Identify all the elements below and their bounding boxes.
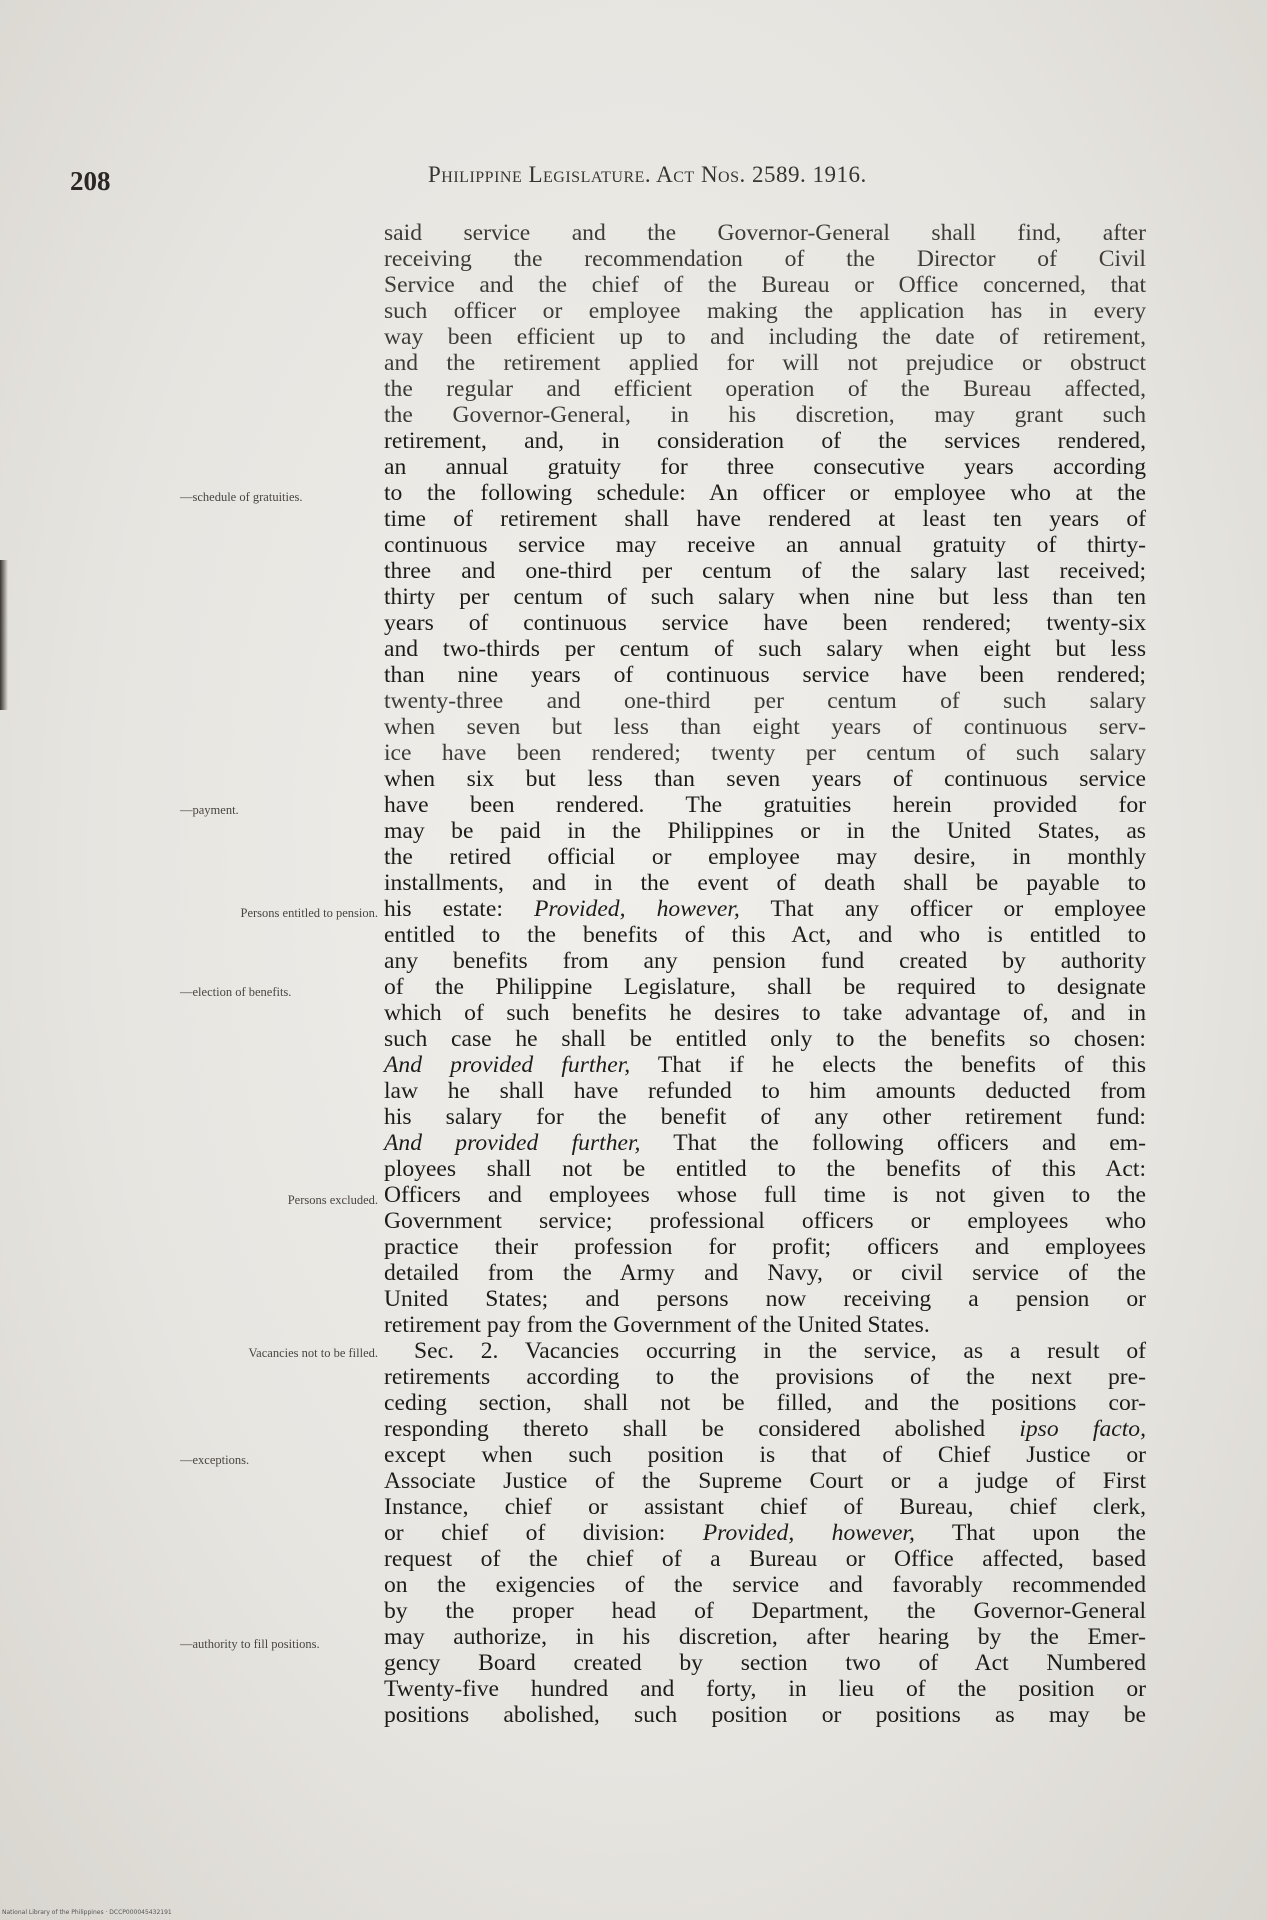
body-line: detailed from the Army and Navy, or civil service of the xyxy=(384,1260,1146,1286)
body-line: by the proper head of Department, the Governor-General xyxy=(384,1598,1146,1624)
scan-edge-shadow xyxy=(0,560,8,710)
body-line: retirement pay from the Government of the United States. xyxy=(384,1312,930,1338)
body-line: Twenty-five hundred and forty, in lieu of the position or xyxy=(384,1676,1146,1702)
margin-note-persons-entitled: Persons entitled to pension. xyxy=(240,906,378,920)
body-line: thirty per centum of such salary when nine but less than ten xyxy=(384,584,1146,610)
body-line: the retired official or employee may desire, in monthly xyxy=(384,844,1146,870)
body-line: when six but less than seven years of continuous service xyxy=(384,766,1146,792)
body-line: law he shall have refunded to him amounts deducted from xyxy=(384,1078,1146,1104)
margin-note-authority: —authority to fill positions. xyxy=(180,1637,320,1651)
body-line: entitled to the benefits of this Act, and who is entitled to xyxy=(384,922,1146,948)
margin-note-persons-excluded: Persons excluded. xyxy=(287,1193,378,1207)
body-line: Instance, chief or assistant chief of Bureau, chief clerk, xyxy=(384,1494,1146,1520)
body-line: of the Philippine Legislature, shall be required to designate xyxy=(384,974,1146,1000)
body-line: except when such position is that of Chief Justice or xyxy=(384,1442,1146,1468)
body-line: Service and the chief of the Bureau or Office concerned, that xyxy=(384,272,1146,298)
body-line: such officer or employee making the application has in every xyxy=(384,298,1146,324)
body-line: than nine years of continuous service have been rendered; xyxy=(384,662,1146,688)
page-number: 208 xyxy=(70,166,111,196)
body-line: when seven but less than eight years of continuous serv- xyxy=(384,714,1146,740)
margin-note-schedule-of-gratuities: —schedule of gratuities. xyxy=(180,490,303,504)
body-line: And provided further, That if he elects the benefits of this xyxy=(384,1052,1146,1078)
running-head: Philippine Legislature. Act Nos. 2589. 1916. xyxy=(428,162,867,187)
body-line: request of the chief of a Bureau or Office affected, based xyxy=(384,1546,1146,1572)
margin-note-payment: —payment. xyxy=(180,803,239,817)
body-line: retirement, and, in consideration of the services rendered, xyxy=(384,428,1146,454)
body-line: his salary for the benefit of any other retirement fund: xyxy=(384,1104,1146,1130)
body-line: receiving the recommendation of the Director of Civil xyxy=(384,246,1146,272)
body-line: retirements according to the provisions of the next pre- xyxy=(384,1364,1146,1390)
margin-note-election-of-benefits: —election of benefits. xyxy=(180,985,292,999)
body-line-section-start: Sec. 2. Vacancies occurring in the service, as a result of xyxy=(414,1338,1146,1364)
body-line: ceding section, shall not be filled, and the positions cor- xyxy=(384,1390,1146,1416)
body-line: time of retirement shall have rendered at least ten years of xyxy=(384,506,1146,532)
body-line: on the exigencies of the service and favorably recommended xyxy=(384,1572,1146,1598)
body-line: or chief of division: Provided, however, That upon the xyxy=(384,1520,1146,1546)
body-line: twenty-three and one-third per centum of such salary xyxy=(384,688,1146,714)
body-line: continuous service may receive an annual gratuity of thirty- xyxy=(384,532,1146,558)
body-line: an annual gratuity for three consecutive years according xyxy=(384,454,1146,480)
body-line: installments, and in the event of death shall be payable to xyxy=(384,870,1146,896)
body-line: said service and the Governor-General shall find, after xyxy=(384,220,1146,246)
body-line: Government service; professional officers or employees who xyxy=(384,1208,1146,1234)
body-line: may authorize, in his discretion, after hearing by the Emer- xyxy=(384,1624,1146,1650)
body-line: have been rendered. The gratuities herein provided for xyxy=(384,792,1146,818)
body-line: three and one-third per centum of the salary last received; xyxy=(384,558,1146,584)
scan-credit: National Library of the Philippines · DCCP000045432191 xyxy=(2,1909,172,1916)
body-line: to the following schedule: An officer or employee who at the xyxy=(384,480,1146,506)
body-line: Officers and employees whose full time is not given to the xyxy=(384,1182,1146,1208)
body-line: and the retirement applied for will not prejudice or obstruct xyxy=(384,350,1146,376)
body-line: ployees shall not be entitled to the benefits of this Act: xyxy=(384,1156,1146,1182)
body-line: positions abolished, such position or positions as may be xyxy=(384,1702,1146,1728)
body-line: such case he shall be entitled only to the benefits so chosen: xyxy=(384,1026,1146,1052)
body-line: may be paid in the Philippines or in the United States, as xyxy=(384,818,1146,844)
body-line: United States; and persons now receiving a pension or xyxy=(384,1286,1146,1312)
body-line: the regular and efficient operation of the Bureau affected, xyxy=(384,376,1146,402)
body-line: gency Board created by section two of Act Numbered xyxy=(384,1650,1146,1676)
body-line: responding thereto shall be considered abolished ipso facto, xyxy=(384,1416,1146,1442)
body-line: any benefits from any pension fund created by authority xyxy=(384,948,1146,974)
body-line: years of continuous service have been rendered; twenty-six xyxy=(384,610,1146,636)
body-line: And provided further, That the following officers and em- xyxy=(384,1130,1146,1156)
body-line: Associate Justice of the Supreme Court or a judge of First xyxy=(384,1468,1146,1494)
body-line: which of such benefits he desires to take advantage of, and in xyxy=(384,1000,1146,1026)
margin-note-exceptions: —exceptions. xyxy=(180,1453,250,1467)
body-line: ice have been rendered; twenty per centum of such salary xyxy=(384,740,1146,766)
body-line: and two-thirds per centum of such salary when eight but less xyxy=(384,636,1146,662)
body-line: the Governor-General, in his discretion, may grant such xyxy=(384,402,1146,428)
margin-note-vacancies: Vacancies not to be filled. xyxy=(248,1346,378,1360)
body-line: way been efficient up to and including the date of retirement, xyxy=(384,324,1146,350)
body-line: his estate: Provided, however, That any officer or employee xyxy=(384,896,1146,922)
body-line: practice their profession for profit; officers and employees xyxy=(384,1234,1146,1260)
